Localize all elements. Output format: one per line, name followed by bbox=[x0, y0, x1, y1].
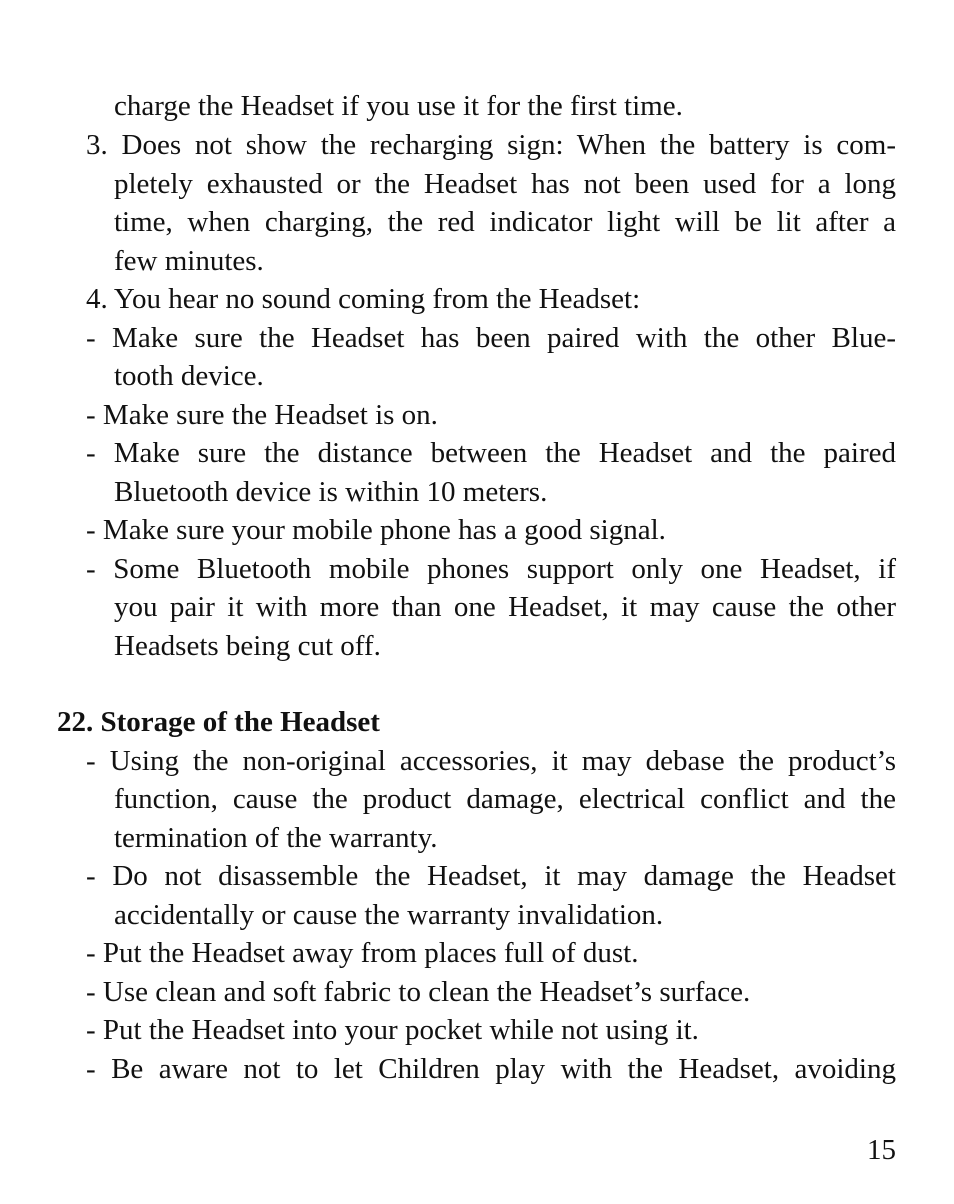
item-4-bullet-3-line-1: - Make sure the distance between the Headset and the paired bbox=[86, 437, 896, 469]
page-number: 15 bbox=[867, 1134, 896, 1166]
storage-bullet-6: - Be aware not to let Children play with the Headset, avoiding bbox=[86, 1053, 896, 1085]
item-4-bullet-5-line-1: - Some Bluetooth mobile phones support only one Headset, if bbox=[86, 553, 896, 585]
item-4-bullet-1-line-1: - Make sure the Headset has been paired with the other Blue- bbox=[86, 322, 896, 354]
item-4-bullet-1-line-2: tooth device. bbox=[114, 360, 264, 392]
continuation-line: charge the Headset if you use it for the first time. bbox=[114, 90, 683, 122]
item-4-bullet-5-line-3: Headsets being cut off. bbox=[114, 630, 381, 662]
item-4-bullet-5-line-2: you pair it with more than one Headset, it may cause the other bbox=[114, 591, 896, 623]
storage-bullet-1-line-2: function, cause the product damage, electrical conflict and the bbox=[114, 783, 896, 815]
item-4-bullet-4: - Make sure your mobile phone has a good signal. bbox=[86, 514, 666, 546]
item-4-bullet-2: - Make sure the Headset is on. bbox=[86, 399, 438, 431]
item-3-line-2: pletely exhausted or the Headset has not been used for a long bbox=[114, 168, 896, 200]
storage-bullet-3: - Put the Headset away from places full of dust. bbox=[86, 937, 639, 969]
item-3-line-4: few minutes. bbox=[114, 245, 264, 277]
storage-bullet-1-line-1: - Using the non-original accessories, it may debase the product’s bbox=[86, 745, 896, 777]
section-heading: 22. Storage of the Headset bbox=[57, 706, 380, 738]
item-3-line-3: time, when charging, the red indicator light will be lit after a bbox=[114, 206, 896, 238]
storage-bullet-4: - Use clean and soft fabric to clean the Headset’s surface. bbox=[86, 976, 751, 1008]
storage-bullet-5: - Put the Headset into your pocket while not using it. bbox=[86, 1014, 699, 1046]
item-3-line-1: 3. Does not show the recharging sign: When the battery is com- bbox=[86, 129, 896, 161]
item-4-title: 4. You hear no sound coming from the Headset: bbox=[86, 283, 641, 315]
storage-bullet-2-line-2: accidentally or cause the warranty invalidation. bbox=[114, 899, 664, 931]
item-4-bullet-3-line-2: Bluetooth device is within 10 meters. bbox=[114, 476, 548, 508]
storage-bullet-1-line-3: termination of the warranty. bbox=[114, 822, 438, 854]
storage-bullet-2-line-1: - Do not disassemble the Headset, it may damage the Headset bbox=[86, 860, 896, 892]
